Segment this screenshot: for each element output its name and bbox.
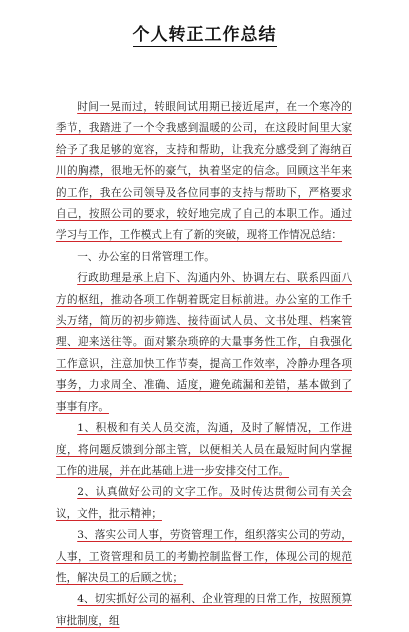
list-item-1: 1、积极和有关人员交流，沟通，及时了解情况，工作进度，将问题反馈到分部主管，以便相关人员在最短时间内掌握工作的进展，并在此基础上进一步安排交付工作。	[56, 422, 352, 477]
section-paragraph: 行政助理是承上启下、沟通内外、协调左右、联系四面八方的枢纽，推动各项工作朝着既定目标前进。办公室的工作千头万绪，简历的初步筛选、接待面试人员、文书处理、档案管理、迎来送往等。面对繁杂琐碎的大量事务性工作，自我强化工作意识，注意加快工作节奏，提高工作效率，冷静办理各项事务，力求周全、准确、适度，避免疏漏和差错，基本做到了事事有序。	[56, 272, 352, 413]
title-text: 个人转正工作总结	[132, 25, 277, 45]
document-body	[56, 97, 352, 632]
intro-paragraph: 时间一晃而过，转眼间试用期已接近尾声，在一个寒冷的季节，我踏进了一个令我感到温暖的公司，在这段时间里大家给予了我足够的宽容，支持和帮助，让我充分感受到了海纳百川的胸襟，很地无怀的豪气，执着坚定的信念。回顾这半年来的工作，我在公司领导及各位同事的支持与帮助下，严格要求自己，按照公司的要求，较好地完成了自己的本职工作。通过学习与工作，工作模式上有了新的突破，现将工作情况总结：	[56, 101, 352, 242]
list-item-3: 3、落实公司人事，劳资管理工作，组织落实公司的劳动，人事，工资管理和员工的考勤控制监督工作，体现公司的规范性，解决员工的后顾之忧；	[56, 529, 352, 584]
section-heading: 一、办公室的日常管理工作。	[77, 250, 215, 263]
document-title	[0, 20, 409, 45]
list-item-4: 4、切实抓好公司的福利、企业管理的日常工作，按照预算审批制度，组	[56, 593, 352, 627]
list-item-2: 2、认真做好公司的文字工作。及时传达贯彻公司有关会议，文件，批示精神；	[56, 486, 352, 520]
